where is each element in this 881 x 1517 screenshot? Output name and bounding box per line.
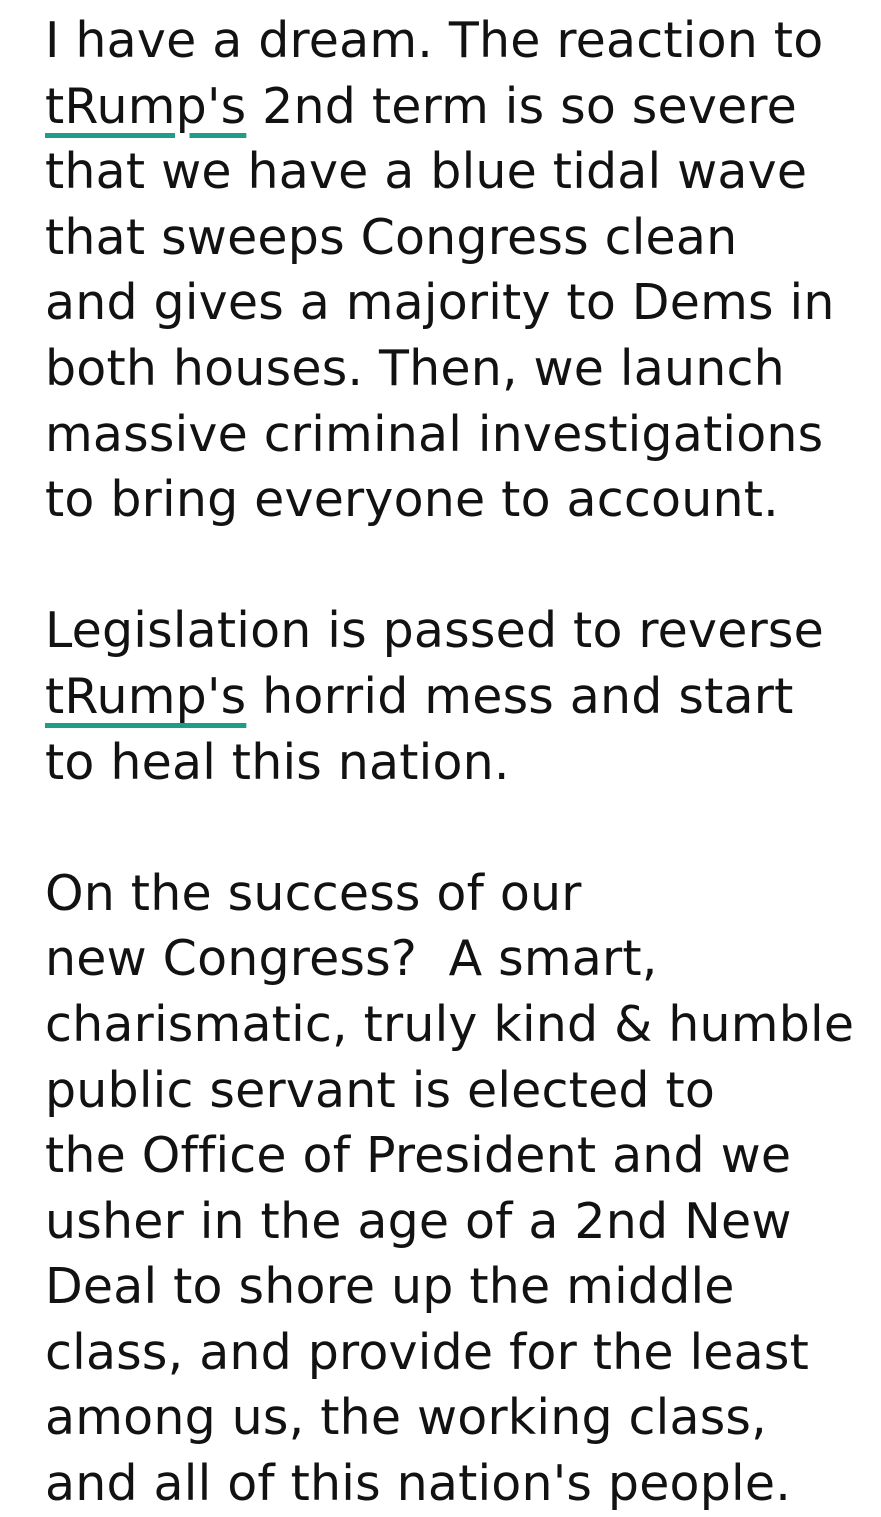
trump-link[interactable]: tRump's	[45, 667, 247, 725]
paragraph-spacer	[45, 533, 875, 599]
text-line: both houses. Then, we launch	[45, 339, 785, 397]
paragraph-2	[45, 598, 875, 795]
paragraph-1	[45, 8, 875, 533]
text-line: to bring everyone to account.	[45, 471, 779, 529]
text-line: charismatic, truly kind & humble	[45, 995, 855, 1053]
text-line	[45, 664, 875, 730]
text-line: that sweeps Congress clean	[45, 208, 738, 266]
text-line: and all of this nation's people.	[45, 1455, 791, 1513]
text-line: the Office of President and we	[45, 1127, 792, 1185]
text-line: Legislation is passed to reverse	[45, 602, 824, 660]
paragraph-3	[45, 861, 875, 1517]
text-line: I have a dream. The reaction to	[45, 12, 824, 69]
text-segment: horrid mess and start	[246, 667, 794, 725]
text-segment: 2nd term is so severe	[246, 77, 798, 135]
trump-link[interactable]: tRump's	[45, 77, 247, 135]
text-line: new Congress? A smart,	[45, 930, 658, 988]
text-line: public servant is elected to	[45, 1061, 716, 1119]
text-line: On the success of our	[45, 864, 582, 922]
text-line: usher in the age of a 2nd New	[45, 1192, 792, 1250]
text-line: to heal this nation.	[45, 733, 510, 791]
text-line: that we have a blue tidal wave	[45, 143, 808, 201]
text-line: and gives a majority to Dems in	[45, 274, 835, 332]
text-line: among us, the working class,	[45, 1389, 767, 1447]
post-body	[45, 8, 875, 1517]
text-line: Deal to shore up the middle	[45, 1258, 735, 1316]
text-line: massive criminal investigations	[45, 405, 824, 463]
text-line: class, and provide for the least	[45, 1323, 810, 1381]
text-line	[45, 74, 875, 140]
paragraph-spacer	[45, 795, 875, 861]
